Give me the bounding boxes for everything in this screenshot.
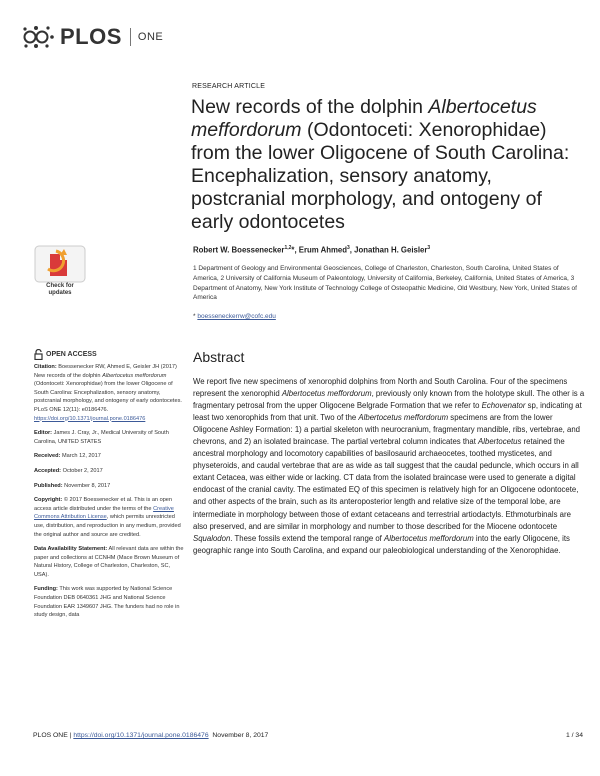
article-title [191, 96, 581, 234]
page-footer [33, 732, 583, 739]
corresponding-email-link[interactable]: boesseneckerrw@cofc.edu [197, 313, 276, 320]
citation-text-1: Boessenecker RW, Ahmed E, Geisler JH (2017) New records of the dolphin [34, 364, 177, 379]
copyright-block [34, 496, 186, 539]
author-2[interactable]: , Erum Ahmed [294, 245, 348, 255]
check-for-updates-label [34, 283, 86, 297]
check-for-updates-icon [34, 245, 86, 283]
footer-citation [33, 732, 268, 739]
abstract-text-5: retained the ancestral morphology and locomotory capabilities of basilosaurid archaeocetes, toothed mysticetes, and physeteroids, and caudal vertebrae that are as wide as tall suggest that the caudal peduncle, which occurs in all extant Cetacea, was either wide or lacking. CT data from the isolated braincase were used to generate a digital endocast of the cranial cavity. The estimated EQ of this specimen is relatively high for an Oligocene odontocete, and other aspects of the brain, such as its anteroposterior length and relative size of the temporal lobe, are intermediate in morphology between those of extant cetaceans and terrestrial artiodactyls. Ethmoturbinals are also preserved, and are similar in morphology and number to those described for the Miocene odontocete [193, 437, 579, 531]
abstract-species-4: Albertocetus [478, 437, 522, 447]
check-for-updates-line2: updates [48, 290, 72, 296]
received-block [34, 452, 186, 461]
journal-name: ONE [137, 31, 164, 43]
author-3[interactable]: , Jonathan H. Geisler [349, 245, 428, 255]
copyright-text-1: © 2017 Boessenecker et al. This is an open access article distributed under the terms of the [34, 497, 173, 512]
funding-label: Funding: [34, 586, 58, 593]
citation-doi-link[interactable]: https://doi.org/10.1371/journal.pone.0186476 [34, 415, 146, 422]
published-date: November 8, 2017 [64, 482, 111, 489]
editor-label: Editor: [34, 430, 53, 437]
accepted-date: October 2, 2017 [62, 467, 103, 474]
abstract-text-7: into the early Oligocene, its geographic range into South Carolina, and expand our paleobiological understanding of the Xenorophidae. [193, 533, 570, 555]
abstract-body [193, 376, 587, 557]
title-part-2: (Odontoceti: Xenorophidae) from the lower Oligocene of South Carolina: Encephalization, sensory anatomy, postcranial morphology, and ontogeny of early odontocetes [191, 119, 570, 233]
footer-doi-link[interactable]: https://doi.org/10.1371/journal.pone.0186476 [73, 732, 209, 739]
data-availability-block [34, 545, 186, 579]
accepted-block [34, 467, 186, 476]
author-1-corresponding-mark: * [291, 245, 295, 255]
author-3-affil: 3 [427, 245, 431, 251]
abstract-species-3: Albertocetus meffordorum [358, 413, 449, 423]
corresponding-mark: * [193, 313, 196, 320]
title-species: Albertocetus meffordorum [191, 96, 537, 141]
published-label: Published: [34, 482, 63, 489]
abstract-species-1: Albertocetus meffordorum [281, 389, 372, 399]
editor-text: James J. Cray, Jr., Medical University of South Carolina, UNITED STATES [34, 430, 169, 445]
abstract-species-5: Squalodon [193, 533, 231, 543]
open-lock-icon [34, 349, 43, 360]
citation-text-2: (Odontoceti: Xenorophidae) from the lower Oligocene of South Carolina: Encephalization, sensory anatomy, postcranial morphology, and ontogeny of early odontocetes. PLoS ONE 12(11): e0186476. [34, 381, 182, 413]
citation-block [34, 363, 186, 423]
copyright-label: Copyright: [34, 497, 63, 504]
footer-page-number: 1 / 34 [565, 732, 583, 739]
citation-species: Albertocetus meffordorum [102, 372, 167, 379]
editor-block [34, 429, 186, 446]
plos-logo[interactable] [22, 22, 163, 52]
author-list [193, 245, 430, 255]
author-2-affil: 3 [347, 245, 350, 251]
footer-separator: | [67, 732, 74, 739]
footer-date: November 8, 2017 [212, 732, 269, 739]
article-type: RESEARCH ARTICLE [192, 83, 266, 90]
check-for-updates-line1: Check for [46, 283, 74, 289]
abstract-heading: Abstract [193, 349, 245, 365]
open-access-text: OPEN ACCESS [46, 351, 97, 358]
logo-divider [130, 28, 131, 46]
data-availability-text: All relevant data are within the paper and collections at CCNHM (Mace Brown Museum of Natural History, College of Charleston, Charleston, SC, USA). [34, 546, 184, 578]
funding-text: This work was supported by National Science Foundation DEB 0640361 JHG and National Science Foundation EAR 1349607 JHG. The funders had no role in study design, data [34, 586, 180, 619]
brand-name: PLOS [60, 24, 122, 49]
author-1-affil: 1,2 [284, 245, 292, 251]
author-1[interactable]: Robert W. Boessenecker [193, 245, 285, 255]
title-part-1: New records of the dolphin [191, 96, 429, 118]
copyright-text-2: , which permits unrestricted use, distribution, and reproduction in any medium, provided the original author and source are credited. [34, 514, 181, 538]
received-label: Received: [34, 453, 61, 460]
funding-block [34, 585, 186, 619]
received-date: March 12, 2017 [62, 453, 101, 460]
data-availability-label: Data Availability Statement: [34, 546, 108, 553]
plos-mark-icon [22, 24, 56, 50]
footer-journal: PLOS ONE [33, 732, 68, 739]
abstract-text-6: . These fossils extend the temporal range of [230, 533, 385, 543]
published-block [34, 482, 186, 491]
open-access-label [34, 349, 97, 360]
abstract-text-3: sp, indicating at least two xenorophids from that unit. Two of the [193, 401, 582, 423]
abstract-text-2: , previously only known from the holotype skull. The other is a fragmentary petrosal from the upper Oligocene Belgrade Formation that we refer to [193, 389, 585, 411]
abstract-text-1: We report five new specimens of xenorophid dolphins from North and South Carolina. Four of the specimens represent the xenorophid [193, 377, 568, 399]
abstract-species-6: Albertocetus meffordorum [384, 533, 474, 543]
abstract-species-2: Echovenator [481, 401, 526, 411]
citation-label: Citation: [34, 364, 57, 370]
corresponding-email-line [193, 313, 276, 320]
article-metadata [34, 363, 186, 626]
accepted-label: Accepted: [34, 467, 62, 474]
license-link[interactable]: Creative Commons Attribution License [34, 505, 174, 521]
affiliations: 1 Department of Geology and Environmental Geosciences, College of Charleston, Charleston, South Carolina, United States of America, 2 University of California Museum of Paleontology, University of California, Berkeley, California, United States of America, 3 Department of Anatomy, New York Institute of Technology College of Osteopathic Medicine, Old Westbury, New York, United States of America [193, 265, 577, 302]
abstract-text-4: specimens are from the lower Oligocene Ashley Formation: 1) a partial skeleton with neurocranium, fragmentary mandible, ribs, vertebrae, and chevrons, and 2) an isolated braincase. The partial vertebral column indicates that [193, 413, 581, 447]
